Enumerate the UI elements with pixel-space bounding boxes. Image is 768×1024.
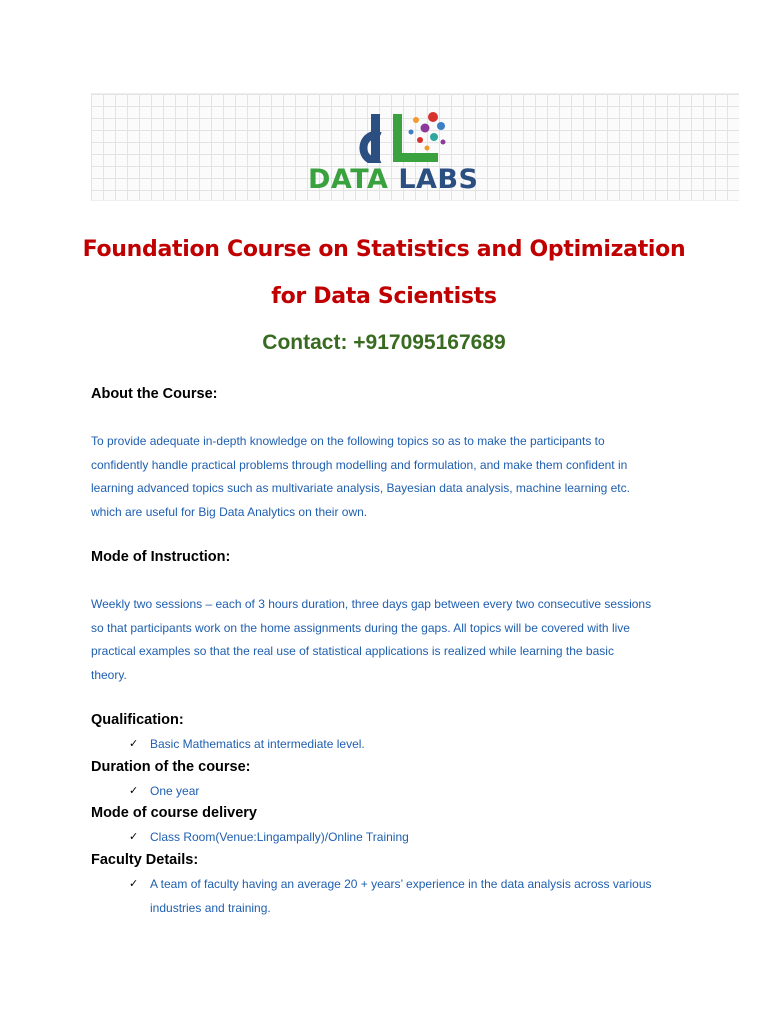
delivery-item (129, 825, 689, 849)
faculty-item (129, 872, 689, 920)
about-heading: About the Course: (91, 386, 218, 402)
delivery-heading: Mode of course delivery (91, 805, 257, 821)
about-line: To provide adequate in-depth knowledge on the following topics so as to make the participants to (91, 434, 605, 448)
course-title-line-2: for Data Scientists (271, 284, 497, 309)
about-paragraph (91, 430, 691, 524)
about-line: which are useful for Big Data Analytics on their own. (91, 504, 368, 519)
qualification-text: Basic Mathematics at intermediate level. (150, 737, 365, 751)
qualification-item (129, 732, 689, 756)
qualification-heading: Qualification: (91, 712, 184, 728)
duration-item (129, 779, 689, 803)
faculty-line: industries and training. (150, 901, 271, 915)
data-labs-logo-icon (353, 108, 453, 163)
duration-text: One year (150, 784, 200, 798)
instruction-line: so that participants work on the home assignments during the gaps. All topics will be covered with live (91, 620, 630, 635)
instruction-line: practical examples so that the real use of statistical applications is realized while learning the basic (91, 644, 614, 658)
checkmark-icon: ✓ (129, 738, 139, 750)
logo-word-labs: LABS (398, 164, 479, 195)
mode-of-instruction-heading: Mode of Instruction: (91, 549, 231, 565)
contact-phone: Contact: +917095167689 (262, 331, 506, 354)
mode-of-instruction-paragraph (91, 593, 691, 687)
faculty-line: A team of faculty having an average 20 + years’ experience in the data analysis across various (150, 877, 652, 891)
duration-heading: Duration of the course: (91, 759, 251, 775)
course-title-line-1: Foundation Course on Statistics and Optimization (82, 237, 686, 262)
instruction-line: theory. (91, 667, 127, 682)
instruction-line: Weekly two sessions – each of 3 hours duration, three days gap between every two consecutive sessions (91, 597, 652, 611)
faculty-heading: Faculty Details: (91, 852, 199, 868)
delivery-text: Class Room(Venue:Lingampally)/Online Training (150, 830, 409, 844)
about-line: learning advanced topics such as multivariate analysis, Bayesian data analysis, machine learning etc. (91, 481, 630, 495)
logo-wordmark (308, 164, 498, 195)
checkmark-icon: ✓ (129, 785, 139, 797)
logo-word-data: DATA (308, 164, 389, 195)
checkmark-icon: ✓ (129, 831, 139, 843)
checkmark-icon: ✓ (129, 878, 139, 890)
about-line: confidently handle practical problems through modelling and formulation, and make them confident in (91, 457, 628, 472)
